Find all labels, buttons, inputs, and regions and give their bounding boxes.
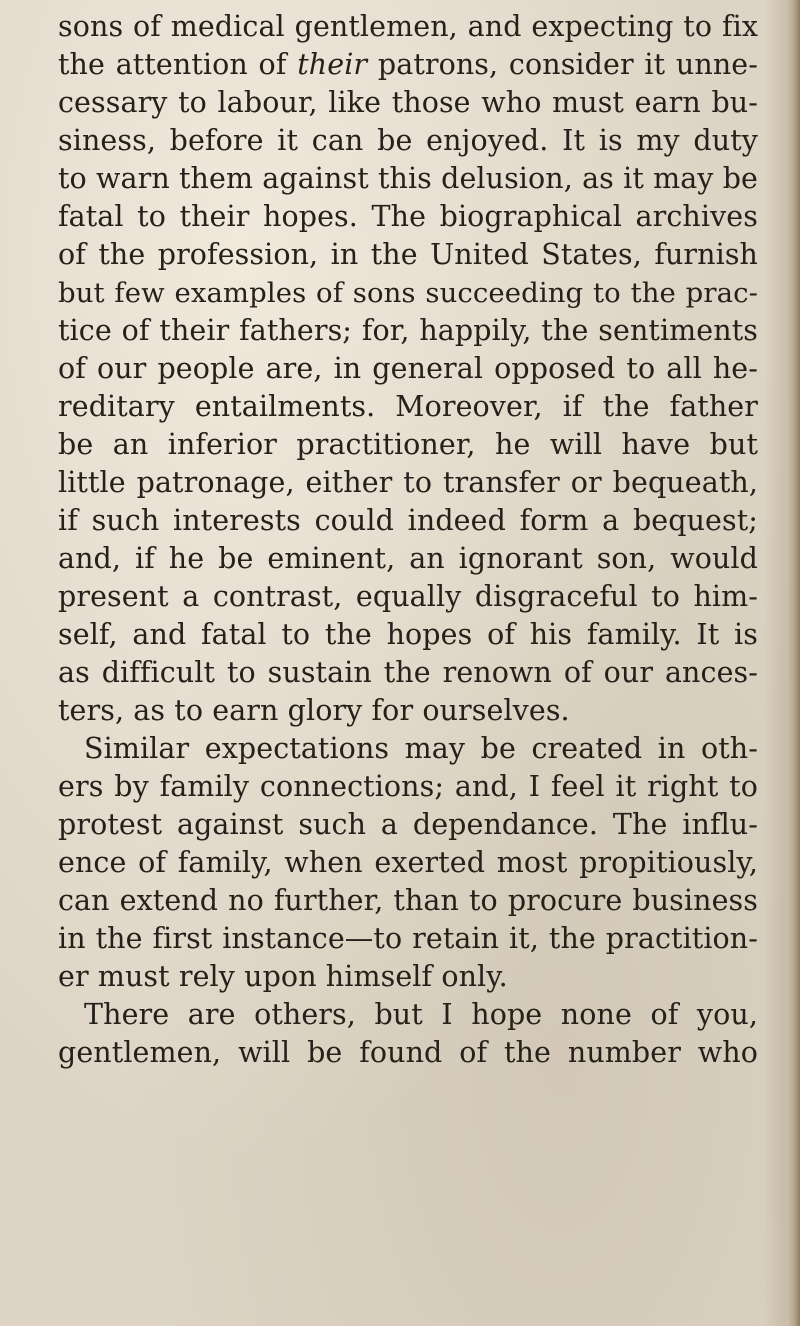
text-line-7: of the profession, in the United States, furnish [58, 238, 758, 271]
text-line-20: Similar expectations may be created in oth- [84, 732, 758, 765]
text-line-2-start: the attention of [58, 48, 298, 81]
text-line-12: be an inferior practitioner, he will have but [58, 428, 758, 461]
text-line-5: to warn them against this delusion, as it may be [58, 162, 758, 195]
page-edge [786, 0, 800, 1326]
text-line-15: and, if he be eminent, an ignorant son, would [58, 542, 758, 575]
text-line-13: little patronage, either to transfer or bequeath, [58, 466, 758, 499]
text-line-26: er must rely upon himself only. [58, 960, 508, 993]
page-gutter-shadow [764, 0, 786, 1326]
text-line-2 [58, 46, 758, 84]
text-line-11: reditary entailments. Moreover, if the father [58, 390, 758, 423]
body-text [58, 8, 758, 1072]
text-line-17: self, and fatal to the hopes of his family. It is [58, 618, 758, 651]
text-line-16: present a contrast, equally disgraceful to him- [58, 580, 758, 613]
text-line-28: gentlemen, will be found of the number who [58, 1036, 758, 1069]
text-line-1: sons of medical gentlemen, and expecting to fix [58, 10, 758, 43]
text-line-3: cessary to labour, like those who must earn bu- [58, 86, 758, 119]
text-line-10: of our people are, in general opposed to all he- [58, 352, 758, 385]
text-line-18: as difficult to sustain the renown of our ances- [58, 656, 758, 689]
text-line-14: if such interests could indeed form a bequest; [58, 504, 758, 537]
text-line-27: There are others, but I hope none of you, [84, 998, 758, 1031]
text-line-21: ers by family connections; and, I feel it right to [58, 770, 758, 803]
text-line-4: siness, before it can be enjoyed. It is my duty [58, 124, 758, 157]
text-line-6: fatal to their hopes. The biographical archives [58, 200, 758, 233]
italic-word: their [297, 48, 368, 81]
text-line-25: in the first instance—to retain it, the practition- [58, 922, 758, 955]
text-line-9: tice of their fathers; for, happily, the sentiments [58, 314, 758, 347]
text-line-23: ence of family, when exerted most propitiously, [58, 846, 758, 879]
text-line-2-end: patrons, consider it unne- [367, 48, 758, 81]
text-line-8: but few examples of sons succeeding to the prac- [58, 277, 758, 309]
text-line-22: protest against such a dependance. The influ- [58, 808, 758, 841]
text-line-24: can extend no further, than to procure business [58, 884, 758, 917]
text-line-19: ters, as to earn glory for ourselves. [58, 694, 570, 727]
